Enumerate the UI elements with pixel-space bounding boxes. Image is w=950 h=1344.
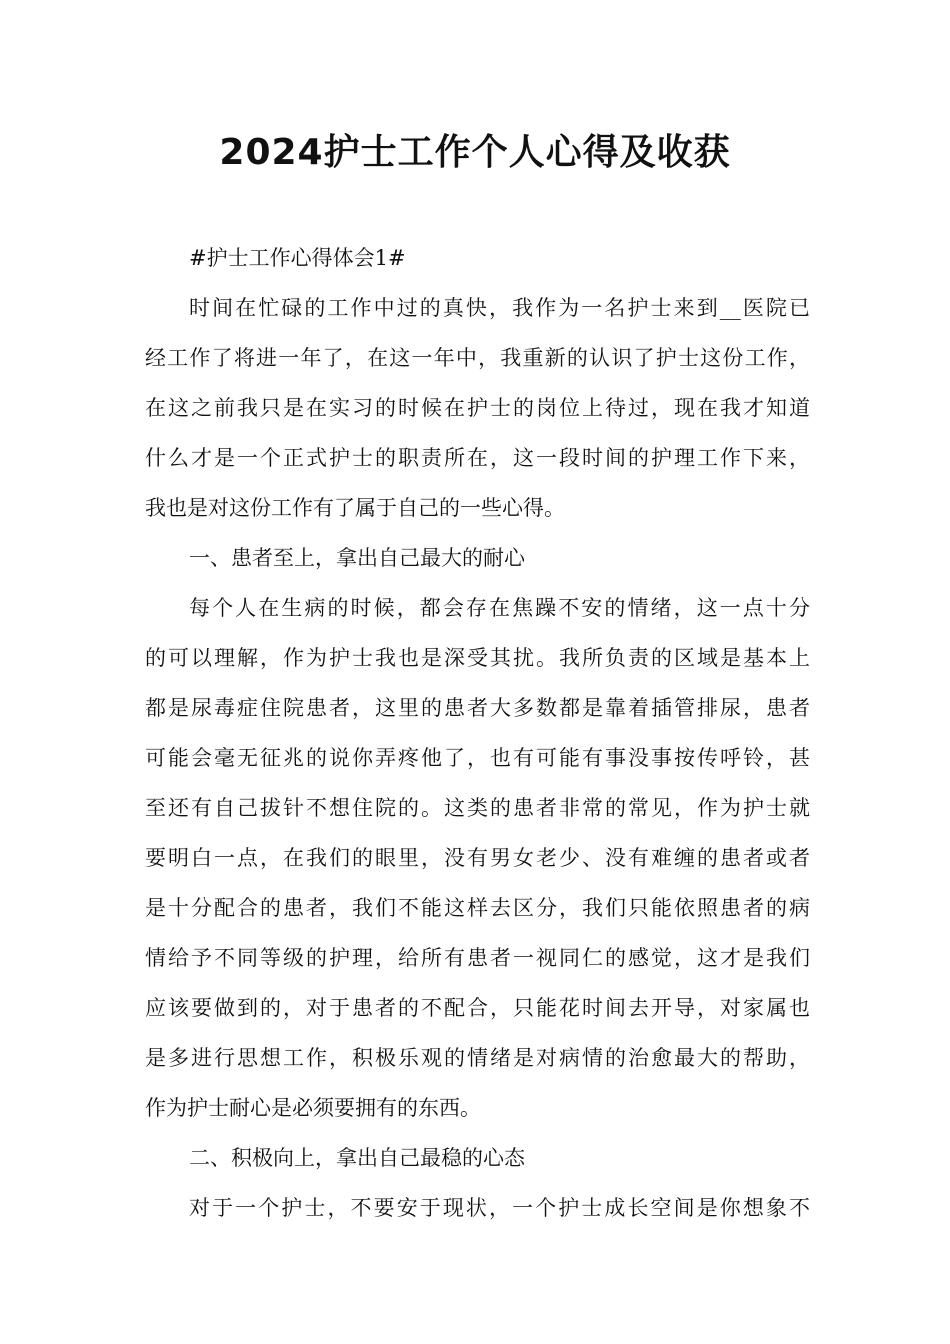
paragraph-line: 情给予不同等级的护理，给所有患者一视同仁的感觉，这才是我们: [145, 946, 810, 970]
paragraph-line: 作为护士耐心是必须要拥有的东西。: [145, 1096, 481, 1120]
paragraph-line: 要明白一点，在我们的眼里，没有男女老少、没有难缠的患者或者: [145, 846, 810, 870]
document-body: [145, 233, 810, 1233]
paragraph-line: 什么才是一个正式护士的职责所在，这一段时间的护理工作下来，: [145, 446, 810, 470]
subheading-2: 二、积极向上，拿出自己最稳的心态: [189, 1146, 525, 1170]
paragraph-line: 时间在忙碌的工作中过的真快，我作为一名护士来到__医院已: [189, 296, 810, 320]
document-title: 2024护士工作个人心得及收获: [219, 132, 731, 173]
paragraph-line: 的可以理解，作为护士我也是深受其扰。我所负责的区域是基本上: [145, 646, 810, 670]
paragraph-line: 都是尿毒症住院患者，这里的患者大多数都是靠着插管排尿，患者: [145, 696, 810, 720]
paragraph-line: 我也是对这份工作有了属于自己的一些心得。: [145, 496, 565, 520]
paragraph-line: 经工作了将进一年了，在这一年中，我重新的认识了护士这份工作，: [145, 346, 810, 370]
paragraph-line: 应该要做到的，对于患者的不配合，只能花时间去开导，对家属也: [145, 996, 810, 1020]
paragraph-line: 可能会毫无征兆的说你弄疼他了，也有可能有事没事按传呼铃，甚: [145, 746, 810, 770]
paragraph-line: 是十分配合的患者，我们不能这样去区分，我们只能依照患者的病: [145, 896, 810, 920]
paragraph-line: 至还有自己拔针不想住院的。这类的患者非常的常见，作为护士就: [145, 796, 810, 820]
subheading-1: 一、患者至上，拿出自己最大的耐心: [189, 546, 525, 570]
paragraph-line: 是多进行思想工作，积极乐观的情绪是对病情的治愈最大的帮助，: [145, 1046, 810, 1070]
section-heading-1: #护士工作心得体会1#: [189, 246, 406, 270]
paragraph-line: 在这之前我只是在实习的时候在护士的岗位上待过，现在我才知道: [145, 396, 810, 420]
paragraph-line: 每个人在生病的时候，都会存在焦躁不安的情绪，这一点十分: [189, 596, 810, 620]
paragraph-line: 对于一个护士，不要安于现状，一个护士成长空间是你想象不: [189, 1196, 810, 1220]
